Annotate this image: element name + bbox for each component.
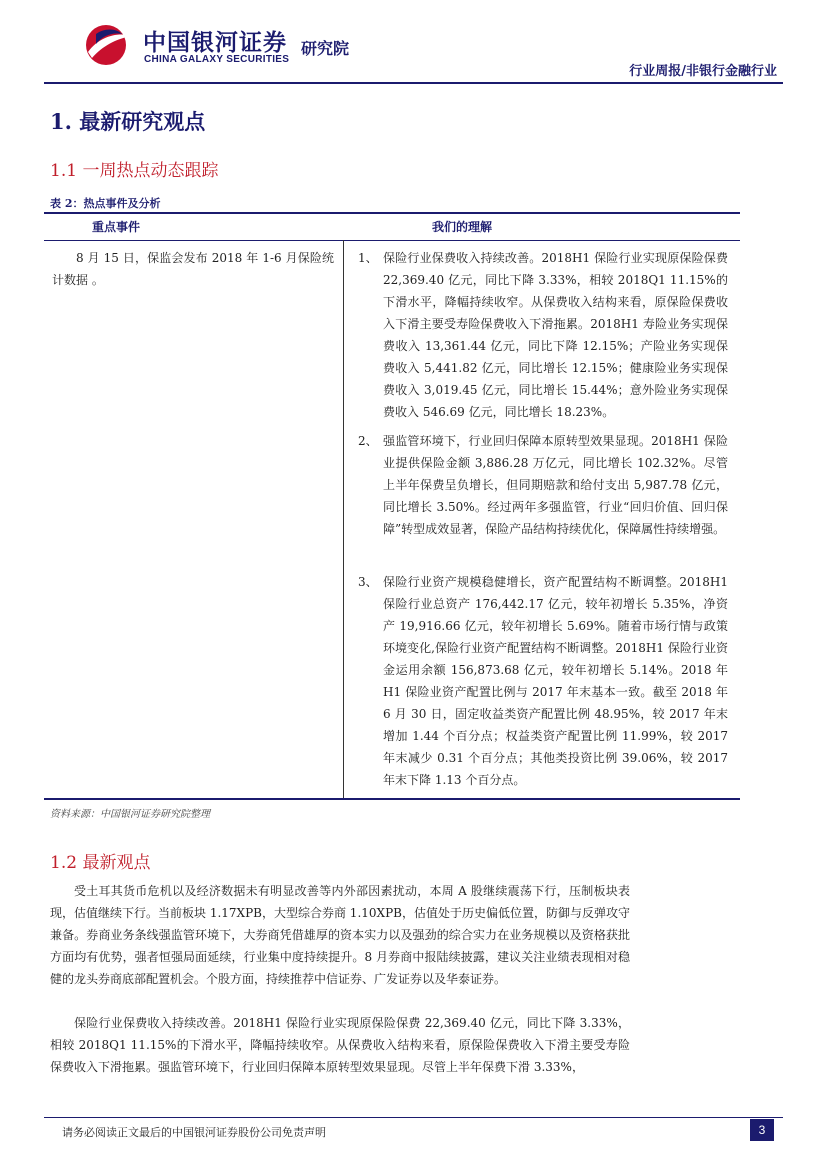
- table-event-cell: 8 月 15 日，保监会发布 2018 年 1-6 月保险统计数据 。: [52, 251, 334, 287]
- brand-name-cn: 中国银河证券: [143, 30, 287, 56]
- section-1-title: 1. 最新研究观点: [50, 109, 206, 134]
- table-source-note: 资料来源：中国银河证券研究院整理: [50, 809, 210, 820]
- footer-divider: [44, 1117, 783, 1118]
- analysis-item-2-number: 2、: [358, 434, 378, 448]
- analysis-item-3-number: 3、: [358, 575, 378, 589]
- analysis-item-2-text: 强监管环境下，行业回归保障本原转型效果显现。2018H1 保险业提供保险金额 3,886.28 万亿元，同比增长 102.32%。尽管上半年保费呈负增长，但同期赔款和给付支出 5,987.78 亿元，同比增长 3.50%。经过两年多强监管，行业“回归价值、回归保障”转型成效显著，保险产品结构持续优化，保障属性持续增强。: [383, 434, 728, 536]
- footer-disclaimer: 请务必阅读正文最后的中国银河证券股份公司免责声明: [62, 1126, 326, 1139]
- brand-institute: 研究院: [301, 39, 350, 58]
- table-header-event: 重点事件: [92, 220, 141, 234]
- header-divider: [44, 82, 783, 84]
- section-1-2-title: 1.2 最新观点: [50, 853, 151, 873]
- table-header-understanding: 我们的理解: [432, 220, 493, 234]
- section-1-1-title: 1.1 一周热点动态跟踪: [50, 161, 219, 181]
- table-bottom-rule: [44, 798, 740, 800]
- table-column-divider: [343, 240, 344, 798]
- paragraph-2: 保险行业保费收入持续改善。2018H1 保险行业实现原保险保费 22,369.40 亿元，同比下降 3.33%，相较 2018Q1 11.15%的下滑水平，降幅持续收窄。从保费收入结构来看，原保险保费收入下滑主要受寿险保费收入下滑拖累。强监管环境下，行业回归保障本原转型效果显现。尽管上半年保费下滑 3.33%，: [50, 1016, 630, 1074]
- table-caption: 表 2：热点事件及分析: [50, 197, 161, 210]
- analysis-item-3-text: 保险行业资产规模稳健增长，资产配置结构不断调整。2018H1 保险行业总资产 176,442.17 亿元，较年初增长 5.35%，净资产 19,916.66 亿元，较年初增长 5.69%。随着市场行情与政策环境变化,保险行业资产配置结构不断调整。2018H1 保险行业资金运用余额 156,873.68 亿元，较年初增长 5.14%。2018 年 H1 保险业资产配置比例与 2017 年末基本一致。截至 2018 年 6 月 30 日，固定收益类资产配置比例 48.95%，较 2017 年末增加 1.44 个百分点；权益类资产配置比例 11.99%，较 2017 年末减少 0.31 个百分点；其他类投资比例 39.06%，较 2017 年末下降 1.13 个百分点。: [383, 575, 728, 787]
- galaxy-logo-icon: [82, 22, 134, 68]
- brand-name-en: CHINA GALAXY SECURITIES: [144, 54, 290, 65]
- report-type: 行业周报/非银行金融行业: [629, 64, 777, 79]
- analysis-item-1-text: 保险行业保费收入持续改善。2018H1 保险行业实现原保险保费 22,369.40 亿元，同比下降 3.33%，相较 2018Q1 11.15%的下滑水平，降幅持续收窄。从保费收入结构来看，原保险保费收入下滑主要受寿险保费收入下滑拖累。2018H1 寿险业务实现保费收入 13,361.44 亿元，同比下降 12.15%；产险业务实现保费收入 5,441.82 亿元，同比增长 12.15%；健康险业务实现保费收入 3,019.45 亿元，同比增长 15.44%；意外险业务实现保费收入 546.69 亿元，同比增长 18.23%。: [383, 251, 728, 419]
- table-header-rule: [44, 240, 740, 241]
- table-top-rule: [44, 212, 740, 214]
- page-number: 3: [750, 1119, 774, 1141]
- analysis-item-1-number: 1、: [358, 251, 378, 265]
- paragraph-1: 受土耳其货币危机以及经济数据未有明显改善等内外部因素扰动，本周 A 股继续震荡下行，压制板块表现，估值继续下行。当前板块 1.17XPB，大型综合券商 1.10XPB，估值处于历史偏低位置，防御与反弹攻守兼备。券商业务条线强监管环境下，大券商凭借雄厚的资本实力以及强劲的综合实力在业务规模以及资格获批方面均有优势，强者恒强局面延续，行业集中度持续提升。8 月券商中报陆续披露，建议关注业绩表现相对稳健的龙头券商底部配置机会。个股方面，持续推荐中信证券、广发证券以及华泰证券。: [50, 884, 630, 986]
